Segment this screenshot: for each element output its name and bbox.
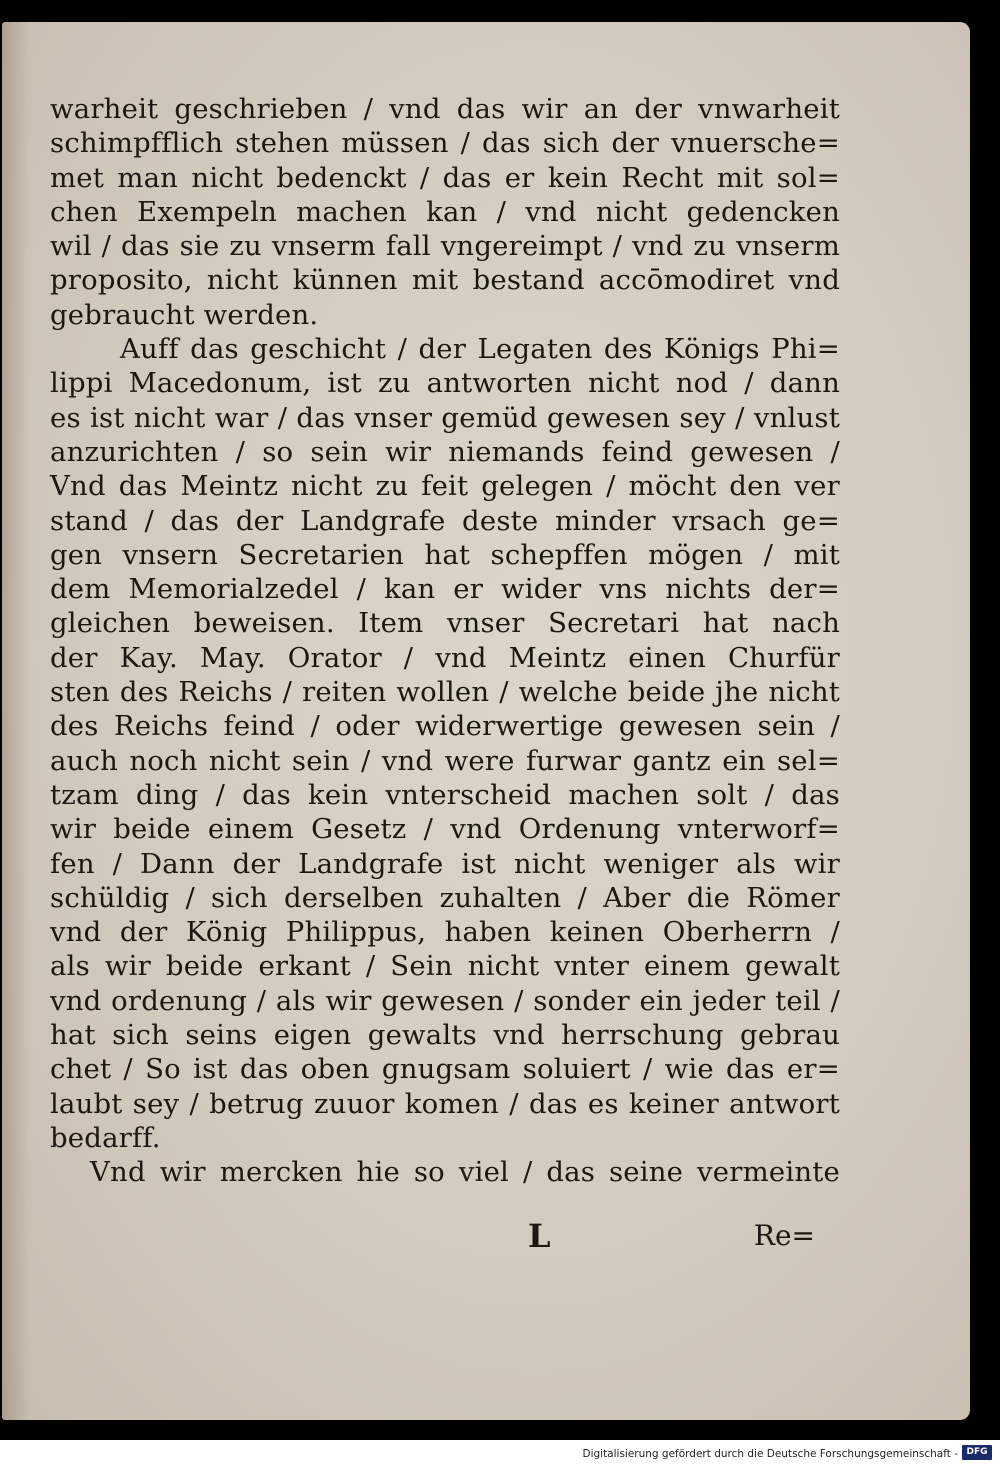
text-line: met man nicht bedenckt / das er kein Recht mit sol= bbox=[50, 161, 840, 194]
paragraph-start-line: Auff das geschicht / der Legaten des Königs Phi= bbox=[120, 333, 840, 366]
text-line: des Reichs feind / oder widerwertige gewesen sein / bbox=[50, 710, 840, 743]
text-line: der Kay. May. Orator / vnd Meintz einen Churfür bbox=[50, 641, 840, 674]
text-line: als wir beide erkant / Sein nicht vnter einem gewalt bbox=[50, 950, 840, 983]
book-page bbox=[2, 22, 970, 1420]
text-line: chet / So ist das oben gnugsam soluiert / wie das er= bbox=[50, 1053, 840, 1086]
paragraph-start-line: Vnd wir mercken hie so viel / das seine vermeinte bbox=[90, 1156, 840, 1189]
text-line: gen vnsern Secretarien hat schepffen mögen / mit bbox=[50, 538, 840, 571]
text-line: gebraucht werden. bbox=[50, 298, 319, 331]
text-line: schüldig / sich derselben zuhalten / Aber die Römer bbox=[50, 881, 840, 914]
credit-bar bbox=[0, 1440, 1000, 1465]
dfg-logo: DFG bbox=[962, 1445, 992, 1460]
text-line: stand / das der Landgrafe deste minder vrsach ge= bbox=[50, 504, 840, 537]
text-line: vnd ordenung / als wir gewesen / sonder ein jeder teil / bbox=[50, 984, 840, 1017]
text-line: wir beide einem Gesetz / vnd Ordenung vnterworf= bbox=[50, 813, 840, 846]
text-line: bedarff. bbox=[50, 1121, 161, 1154]
text-line: wil / das sie zu vnserm fall vngereimpt / vnd zu vnserm bbox=[50, 230, 840, 263]
text-line: warheit geschrieben / vnd das wir an der vnwarheit bbox=[50, 93, 840, 125]
page-foot bbox=[50, 1217, 815, 1257]
text-line: fen / Dann der Landgrafe ist nicht weniger als wir bbox=[50, 847, 840, 880]
text-line: anzurichten / so sein wir niemands feind gewesen / bbox=[50, 435, 840, 468]
text-line: auch noch nicht sein / vnd were furwar gantz ein sel= bbox=[50, 744, 840, 777]
catchword: Re= bbox=[753, 1219, 815, 1252]
text-line: laubt sey / betrug zuuor komen / das es keiner antwort bbox=[50, 1087, 840, 1120]
text-line: sten des Reichs / reiten wollen / welche beide jhe nicht bbox=[50, 676, 840, 709]
text-line: tzam ding / das kein vnterscheid machen solt / das bbox=[50, 778, 840, 811]
text-line: chen Exempeln machen kan / vnd nicht gedencken bbox=[50, 195, 840, 228]
text-line: vnd der König Philippus, haben keinen Oberherrn / bbox=[50, 916, 840, 949]
text-line: gleichen beweisen. Item vnser Secretari hat nach bbox=[50, 607, 840, 640]
text-line: es ist nicht war / das vnser gemüd gewesen sey / vnlust bbox=[50, 401, 840, 434]
text-line: hat sich seins eigen gewalts vnd herrschung gebrau bbox=[50, 1019, 840, 1052]
text-line: dem Memorialzedel / kan er wider vns nichts der= bbox=[50, 573, 840, 606]
signature-mark: L bbox=[528, 1217, 551, 1255]
text-line: lippi Macedonum, ist zu antworten nicht nod / dann bbox=[50, 367, 840, 400]
text-line: Vnd das Meintz nicht zu feit gelegen / möcht den ver bbox=[50, 470, 840, 503]
text-line: schimpfflich stehen müssen / das sich der vnuersche= bbox=[50, 127, 840, 160]
page-text bbox=[50, 92, 840, 1190]
text-line: proposito, nicht künnen mit bestand accōmodiret vnd bbox=[50, 264, 840, 297]
digitization-credit: Digitalisierung gefördert durch die Deutsche Forschungsgemeinschaft - bbox=[582, 1448, 958, 1460]
